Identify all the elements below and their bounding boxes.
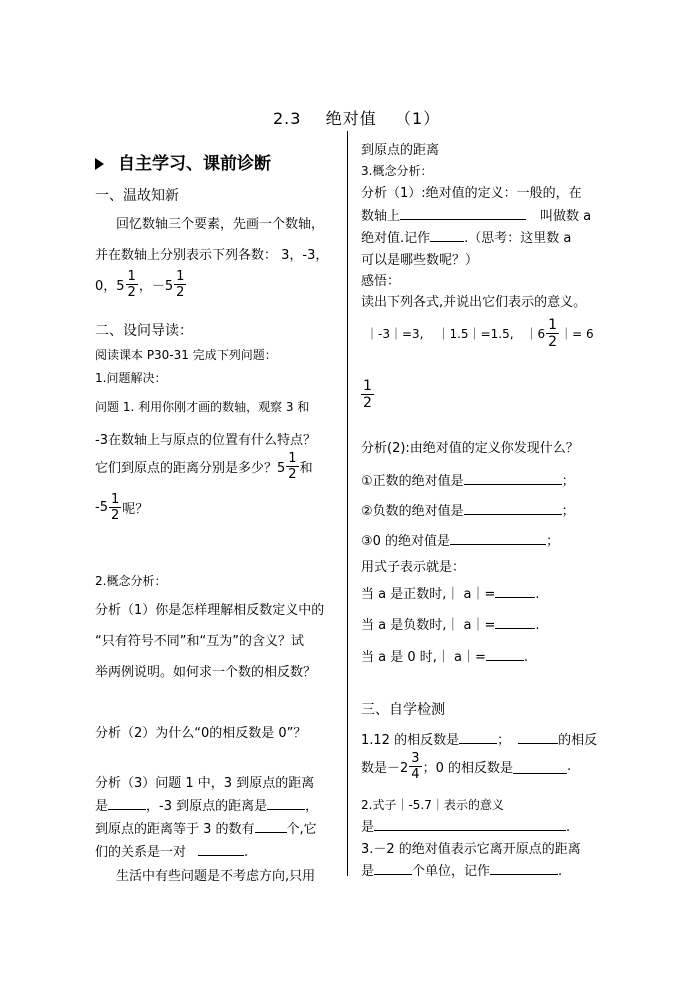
fraction-half: $\frac{1}{2}$ [110,492,120,523]
page-title: 2.3 绝对值 （1） [273,109,441,128]
fraction-half: $\frac{1}{2}$ [176,269,185,300]
guide-heading: 二、设问导读： [95,323,193,339]
analysis-3-line: 是 ，-3 到原点的距离是 ， [95,795,318,814]
answer-blank[interactable] [464,501,562,515]
analysis-3-line: 们的关系是一对 . [95,841,248,860]
fraction-half: $\frac{1}{2}$ [288,451,297,482]
case-negative: 当 a 是负数时,｜ a｜= . [361,614,540,633]
answer-blank[interactable] [518,730,558,744]
answer-blank[interactable] [495,584,535,598]
answer-blank[interactable] [430,228,464,242]
answer-blank[interactable] [108,796,146,810]
definition-line: 分析（1）:绝对值的定义：一般的，在 [361,186,582,201]
check-heading: 三、自学检测 [361,702,445,718]
check-1-line: 1.12 的相反数是 ； 的相反 [361,729,597,748]
fraction-half: $\frac{1}{2}$ [127,269,136,300]
answer-blank[interactable] [450,531,546,545]
case-positive: 当 a 是正数时,｜ a｜= . [361,583,540,602]
check-2-line: 2.式子｜-5.7｜表示的意义 [361,798,504,812]
analysis-1-line: 举两例说明。如何求一个数的相反数？ [95,665,317,680]
answer-blank[interactable] [374,861,412,875]
concept-heading: 2.概念分析： [95,574,167,588]
review-numbers: 0，5 $\frac{1}{2}$ ，－5 $\frac{1}{2}$ [95,269,185,300]
analysis-2-right: 分析(2):由绝对值的定义你发现什么？ [361,441,579,456]
case-zero: 当 a 是 0 时,｜ a｜= . [361,646,528,665]
question-1-line: -5 $\frac{1}{2}$ 呢？ [95,492,149,523]
problem-solve-label: 1.问题解决： [95,371,167,385]
analysis-2-line: 分析（2）为什么“0的相反数是 0”？ [95,726,307,741]
definition-line: 绝对值.记作 .（思考：这里数 a [361,227,571,246]
life-line: 生活中有些问题是不考虑方向,只用 [116,869,316,884]
check-1-line: 数是－2 $\frac{3}{4}$ ；0 的相反数是 . [361,751,572,782]
answer-blank[interactable] [459,730,497,744]
positive-abs-line: ①正数的绝对值是 ； [361,470,575,489]
fraction-three-quarters: $\frac{3}{4}$ [411,751,420,782]
check-2-line: 是 . [361,816,570,835]
answer-blank[interactable] [464,471,562,485]
answer-blank[interactable] [495,615,535,629]
question-1-line: 它们到原点的距离分别是多少？5 $\frac{1}{2}$ 和 [95,451,313,482]
review-line: 回忆数轴三个要素，先画一个数轴， [116,217,325,232]
analysis-1-line: 分析（1）你是怎样理解相反数定义中的 [95,603,325,618]
question-1-line: 问题 1. 利用你刚才画的数轴，观察 3 和 [95,400,310,414]
answer-blank[interactable] [255,819,287,833]
fraction-half-wrapped: $\frac{1}{2}$ [363,378,372,411]
analysis-3-line: 分析（3）问题 1 中，3 到原点的距离 [95,776,315,791]
answer-blank[interactable] [198,842,244,856]
answer-blank[interactable] [400,206,526,220]
definition-line: 可以是哪些数呢？） [361,253,479,268]
answer-blank[interactable] [513,760,567,774]
section-heading-self-study: 自主学习、课前诊断 [95,149,271,174]
analysis-1-line: “只有符号不同”和“互为”的含义？试 [95,634,304,649]
arrow-bullet-icon [95,158,104,170]
answer-blank[interactable] [374,817,566,831]
fraction-half: $\frac{1}{2}$ [548,317,558,350]
read-equations: 读出下列各式,并说出它们表示的意义。 [361,295,587,310]
review-line: 并在数轴上分别表示下列各数： 3，-3， [95,248,329,263]
zero-abs-line: ③0 的绝对值是 ； [361,530,559,549]
definition-line: 数轴上 叫做数 a [361,205,591,224]
read-instruction: 阅读课本 P30-31 完成下列问题： [95,348,277,362]
question-1-line: -3在数轴上与原点的位置有什么特点？ [95,433,316,448]
column-divider [347,131,348,876]
insight-label: 感悟： [361,274,401,289]
formula-intro: 用式子表示就是： [361,560,466,575]
negative-abs-line: ②负数的绝对值是 ； [361,500,575,519]
answer-blank[interactable] [486,647,524,661]
check-3-line: 是 个单位，记作 . [361,860,562,879]
equations-row: ｜-3｜=3, ｜1.5｜=1.5, ｜6 $\frac{1}{2}$ ｜= 6 [366,317,594,350]
continued-text: 到原点的距离 [361,143,440,158]
analysis-3-line: 到原点的距离等于 3 的数有 个,它 [95,818,317,837]
answer-blank[interactable] [267,796,305,810]
answer-blank[interactable] [490,861,558,875]
concept-3-heading: 3.概念分析： [361,164,433,178]
check-3-line: 3.－2 的绝对值表示它离开原点的距离 [361,842,581,857]
review-heading: 一、温故知新 [95,188,179,204]
